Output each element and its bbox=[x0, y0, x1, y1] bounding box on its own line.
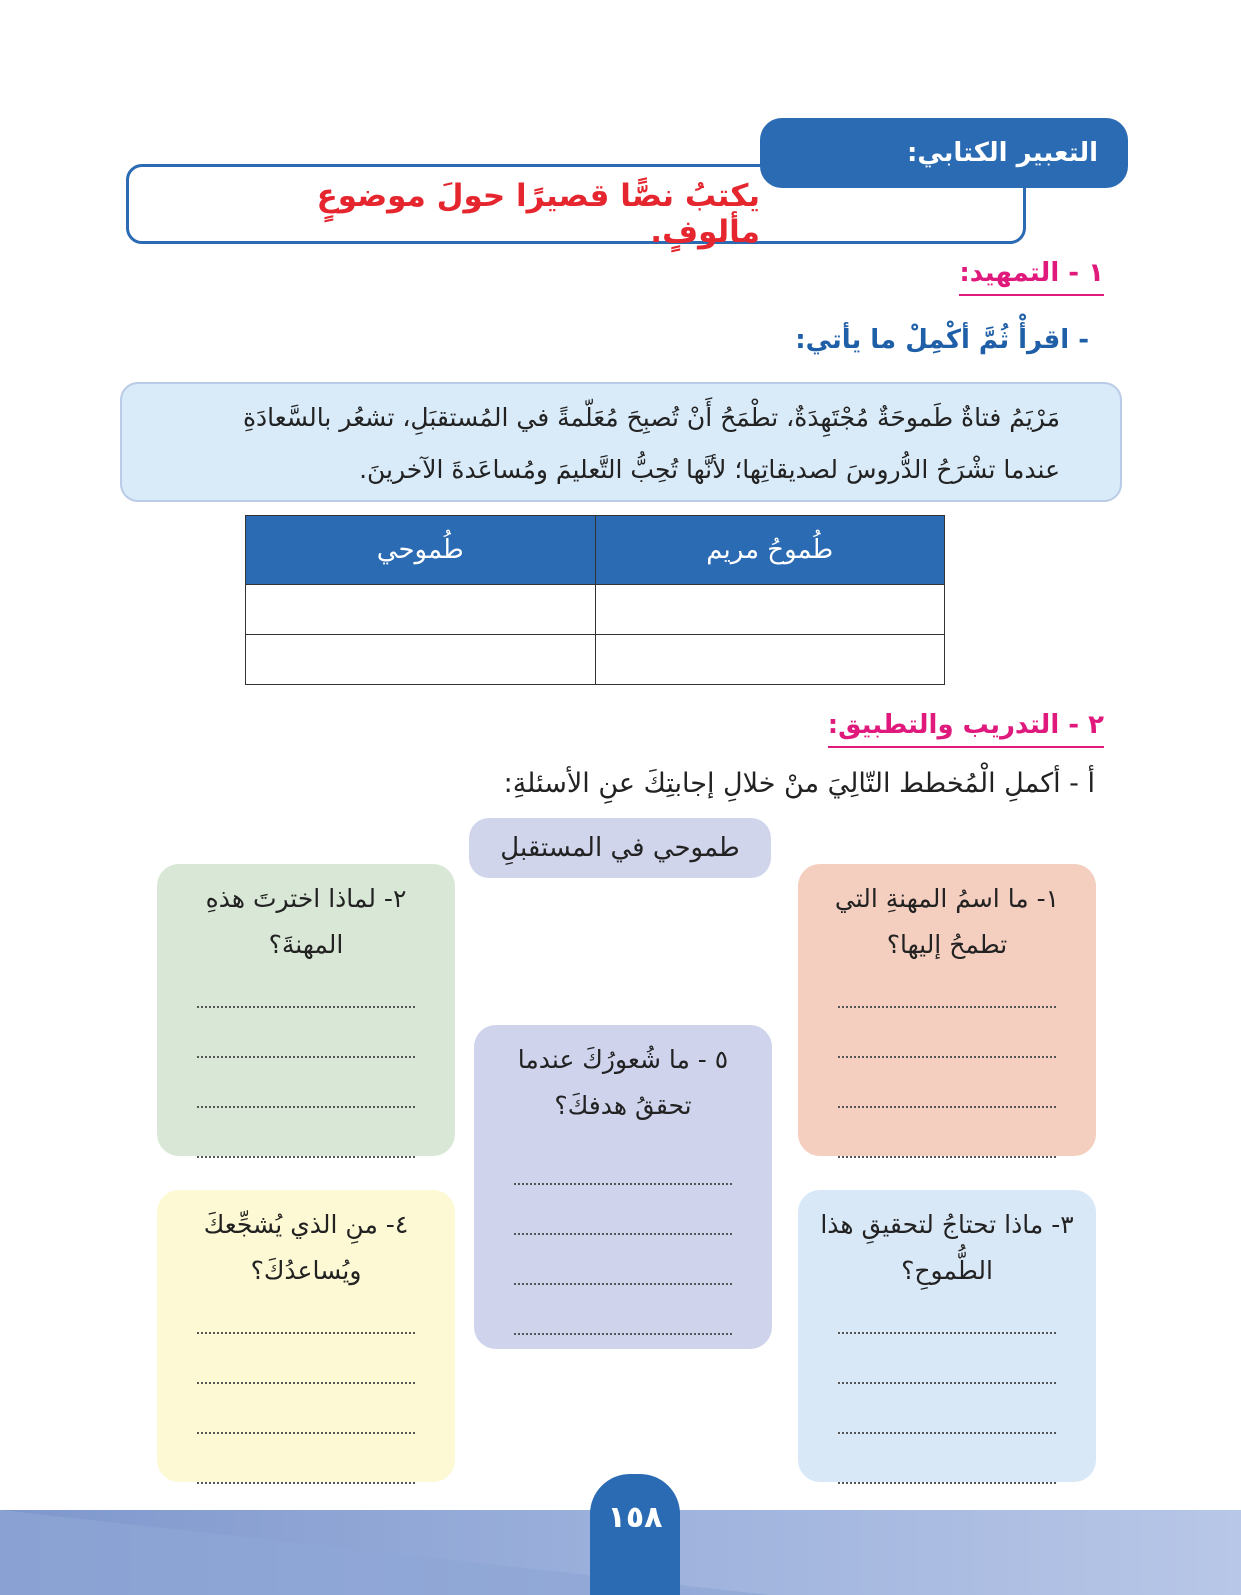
answer-line[interactable] bbox=[514, 1135, 732, 1185]
question-5-text: ٥ - ما شُعورُكَ عندما تحققُ هدفكَ؟ bbox=[517, 1045, 729, 1120]
answer-line[interactable] bbox=[838, 1384, 1056, 1434]
answer-line[interactable] bbox=[197, 958, 415, 1008]
answer-line[interactable] bbox=[197, 1008, 415, 1058]
answer-line[interactable] bbox=[838, 1108, 1056, 1158]
question-card-2 bbox=[157, 864, 455, 1156]
section2-title: ٢ - التدريب والتطبيق: bbox=[828, 710, 1104, 748]
section-label: التعبير الكتابي: bbox=[906, 138, 1098, 168]
answer-line[interactable] bbox=[514, 1185, 732, 1235]
section1-title: ١ - التمهيد: bbox=[959, 258, 1104, 296]
section2-task: أ - أكملِ الْمُخطط التّالِيَ منْ خلالِ إجابتِكَ عنِ الأسئلةِ: bbox=[503, 768, 1095, 799]
section1-instruction: - اقرأْ ثُمَّ أكْمِلْ ما يأتي: bbox=[795, 325, 1089, 355]
answer-line[interactable] bbox=[197, 1284, 415, 1334]
passage-line-2: عندما تشْرَحُ الدُّروسَ لصديقاتِها؛ لأنَّها تُحِبُّ التَّعليمَ ومُساعَدةَ الآخرينَ. bbox=[359, 455, 1060, 484]
answer-line[interactable] bbox=[838, 1434, 1056, 1484]
table-cell-mine[interactable] bbox=[246, 635, 596, 685]
question-card-1 bbox=[798, 864, 1096, 1156]
answer-line[interactable] bbox=[514, 1285, 732, 1335]
answer-line[interactable] bbox=[838, 1008, 1056, 1058]
page-number: ١٥٨ bbox=[607, 1500, 663, 1535]
answer-line[interactable] bbox=[838, 1058, 1056, 1108]
answer-line[interactable] bbox=[197, 1058, 415, 1108]
answer-line[interactable] bbox=[197, 1108, 415, 1158]
answer-line[interactable] bbox=[197, 1334, 415, 1384]
mindmap-center bbox=[469, 818, 771, 878]
table-cell-mine[interactable] bbox=[246, 585, 596, 635]
objective-text: يكتبُ نصًّا قصيرًا حولَ موضوعٍ مألوفٍ. bbox=[316, 178, 760, 250]
table-header-mine: طُموحي bbox=[246, 516, 596, 585]
question-card-3 bbox=[798, 1190, 1096, 1482]
table-cell-maryam[interactable] bbox=[595, 585, 945, 635]
question-1-text: ١- ما اسمُ المهنةِ التي تطمحُ إليها؟ bbox=[834, 884, 1060, 959]
question-4-text: ٤- منِ الذي يُشجِّعكَ ويُساعدُكَ؟ bbox=[203, 1210, 409, 1285]
question-card-4 bbox=[157, 1190, 455, 1482]
table-cell-maryam[interactable] bbox=[595, 635, 945, 685]
table-header-maryam: طُموحُ مريم bbox=[595, 516, 945, 585]
question-2-text: ٢- لماذا اخترتَ هذهِ المهنةَ؟ bbox=[205, 884, 407, 959]
passage-line-1: مَرْيَمُ فتاةٌ طَموحَةٌ مُجْتَهِدَةٌ، تطْمَحُ أَنْ تُصبِحَ مُعَلّمةً في المُستقبَلِ، تشعُر بالسَّعادَةِ bbox=[242, 403, 1060, 432]
table-row bbox=[246, 635, 945, 685]
passage-box bbox=[120, 382, 1122, 502]
answer-line[interactable] bbox=[514, 1235, 732, 1285]
table-row bbox=[246, 585, 945, 635]
answer-line[interactable] bbox=[197, 1434, 415, 1484]
answer-line[interactable] bbox=[838, 1284, 1056, 1334]
mindmap-center-label: طموحي في المستقبلِ bbox=[500, 833, 740, 863]
section-label-tab bbox=[760, 118, 1128, 188]
answer-line[interactable] bbox=[838, 1334, 1056, 1384]
question-card-5 bbox=[474, 1025, 772, 1349]
question-3-text: ٣- ماذا تحتاجُ لتحقيقِ هذا الطُّموحِ؟ bbox=[820, 1210, 1074, 1285]
comparison-table bbox=[245, 515, 945, 685]
answer-line[interactable] bbox=[197, 1384, 415, 1434]
page-number-tab bbox=[590, 1474, 680, 1595]
answer-line[interactable] bbox=[838, 958, 1056, 1008]
